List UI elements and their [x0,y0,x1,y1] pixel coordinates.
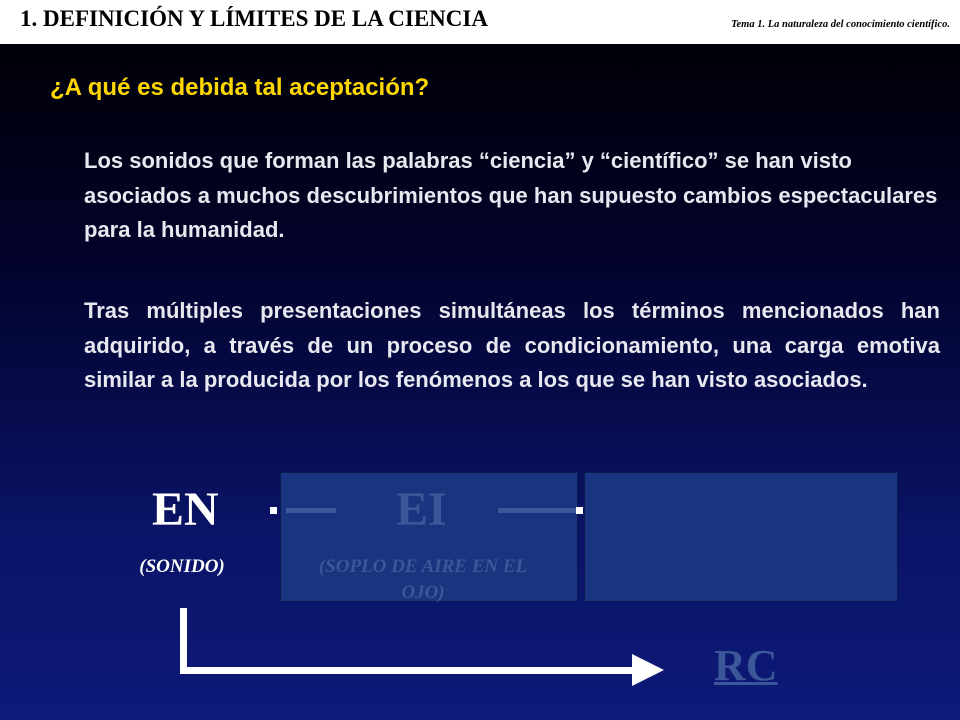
arrow-horizontal-line [180,667,636,674]
response-box [584,472,898,602]
connector-dash [286,508,336,513]
connector-dash [498,508,576,513]
question-heading: ¿A qué es debida tal aceptación? [50,74,430,101]
slide-subtitle: Tema 1. La naturaleza del conocimiento científico. [731,19,950,30]
ei-term: EI [396,483,447,536]
header-bar [0,0,960,44]
en-caption: (SONIDO) [139,556,225,577]
slide-title: 1. DEFINICIÓN Y LÍMITES DE LA CIENCIA [20,6,488,31]
arrow-vertical-line [180,608,187,674]
connector-dot [576,507,583,514]
ei-caption: (SOPLO DE AIRE EN EL OJO) [318,556,528,603]
en-term: EN [152,483,219,536]
connector-dot [270,507,277,514]
rc-term: RC [714,641,778,690]
paragraph-1: Los sonidos que forman las palabras “ciencia” y “científico” se han visto asociados a muchos descubrimientos que han supuesto cambios espectaculares para la humanidad. [84,148,938,242]
paragraph-2: Tras múltiples presentaciones simultáneas los términos mencionados han adquirido, a través de un proceso de condicionamiento, una carga emotiva similar a la producida por los fenómenos a los que se han visto asociados. [84,298,940,392]
arrow-right-icon [632,654,664,686]
